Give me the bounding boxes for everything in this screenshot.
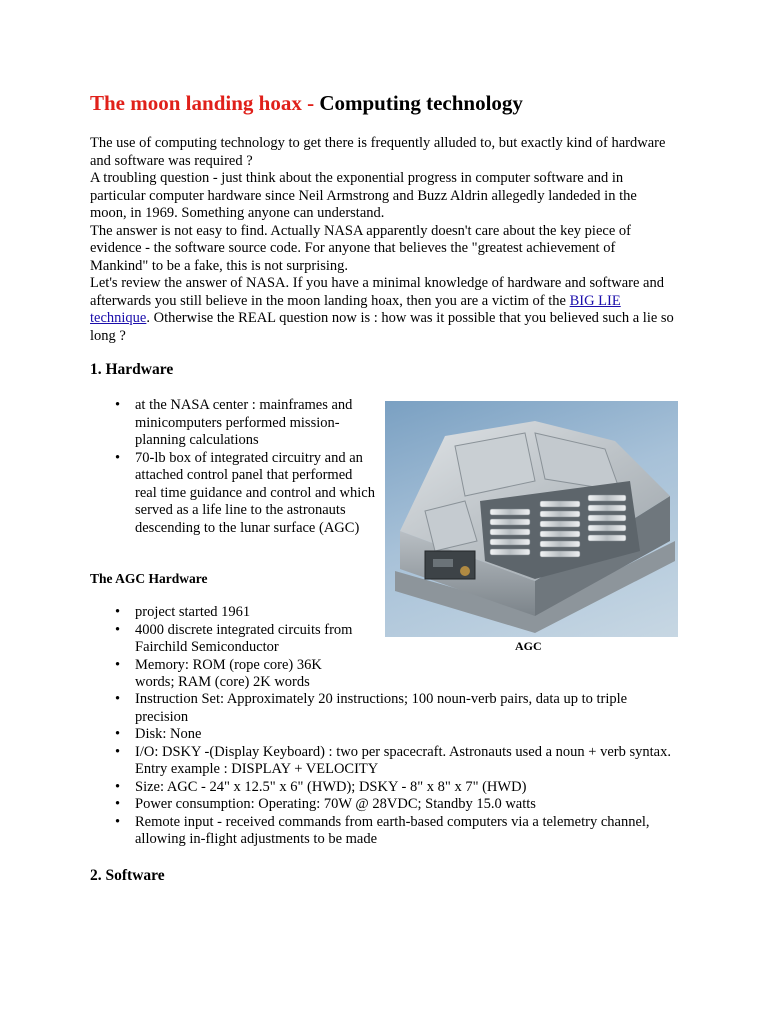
title-prefix: The moon landing hoax - [90,91,320,115]
list-item: • project started 1961 [90,604,375,622]
hardware-list [90,397,375,537]
hardware-heading: 1. Hardware [90,361,174,378]
intro-p4-before: Let's review the answer of NASA. If you have a minimal knowledge of hardware and software and afterwards you still believe in the moon landing hoax, then you are a victim of the [90,275,664,309]
list-item: • Remote input - received commands from earth-based computers via a telemetry channel, allowing in-flight adjustments to be made [90,814,680,849]
agc-list-top [90,604,375,692]
list-item: • Disk: None [90,726,680,744]
list-item: • Memory: ROM (rope core) 36K words; RAM (core) 2K words [90,657,345,692]
intro-p4-after: . Otherwise the REAL question now is : how was it possible that you believed such a lie so long ? [90,310,674,344]
title-main: Computing technology [319,91,523,115]
list-item: • I/O: DSKY -(Display Keyboard) : two per spacecraft. Astronauts used a noun + verb syntax. Entry example : DISPLAY + VELOCITY [90,744,680,779]
list-item: • at the NASA center : mainframes and minicomputers performed mission-planning calculations [90,397,375,450]
list-item: • Power consumption: Operating: 70W @ 28VDC; Standby 15.0 watts [90,796,680,814]
agc-photo [385,401,678,637]
intro-paragraph-3: The answer is not easy to find. Actually NASA apparently doesn't care about the key piece of evidence - the software source code. For anyone that believes the "greatest achievement of Mankind" to be a fake, this is not surprising. [90,222,631,274]
list-item: • 4000 discrete integrated circuits from Fairchild Semiconductor [90,622,375,657]
page-title [90,90,523,116]
agc-hardware-heading: The AGC Hardware [90,571,208,586]
agc-caption: AGC [515,639,542,653]
intro-text [90,135,675,345]
list-item: • Size: AGC - 24" x 12.5" x 6" (HWD); DSKY - 8" x 8" x 7" (HWD) [90,779,680,797]
list-item: • 70-lb box of integrated circuitry and an attached control panel that performed real time guidance and control and which served as a life line to the astronauts descending to the lunar surface (AGC) [90,450,375,538]
intro-paragraph-4 [90,275,675,345]
agc-illustration [385,401,678,637]
intro-paragraph-2: A troubling question - just think about the exponential progress in computer software and in particular computer hardware since Neil Armstrong and Buzz Aldrin allegedly landeded in the moon, in 1969. Something anyone can understand. [90,170,637,221]
intro-paragraph-1: The use of computing technology to get there is frequently alluded to, but exactly kind of hardware and software was required ? [90,135,666,169]
big-lie-link[interactable]: BIG LIE technique [90,292,621,326]
agc-list-bottom [90,691,680,849]
list-item: • Instruction Set: Approximately 20 instructions; 100 noun-verb pairs, data up to triple precision [90,691,680,726]
software-heading: 2. Software [90,867,165,884]
